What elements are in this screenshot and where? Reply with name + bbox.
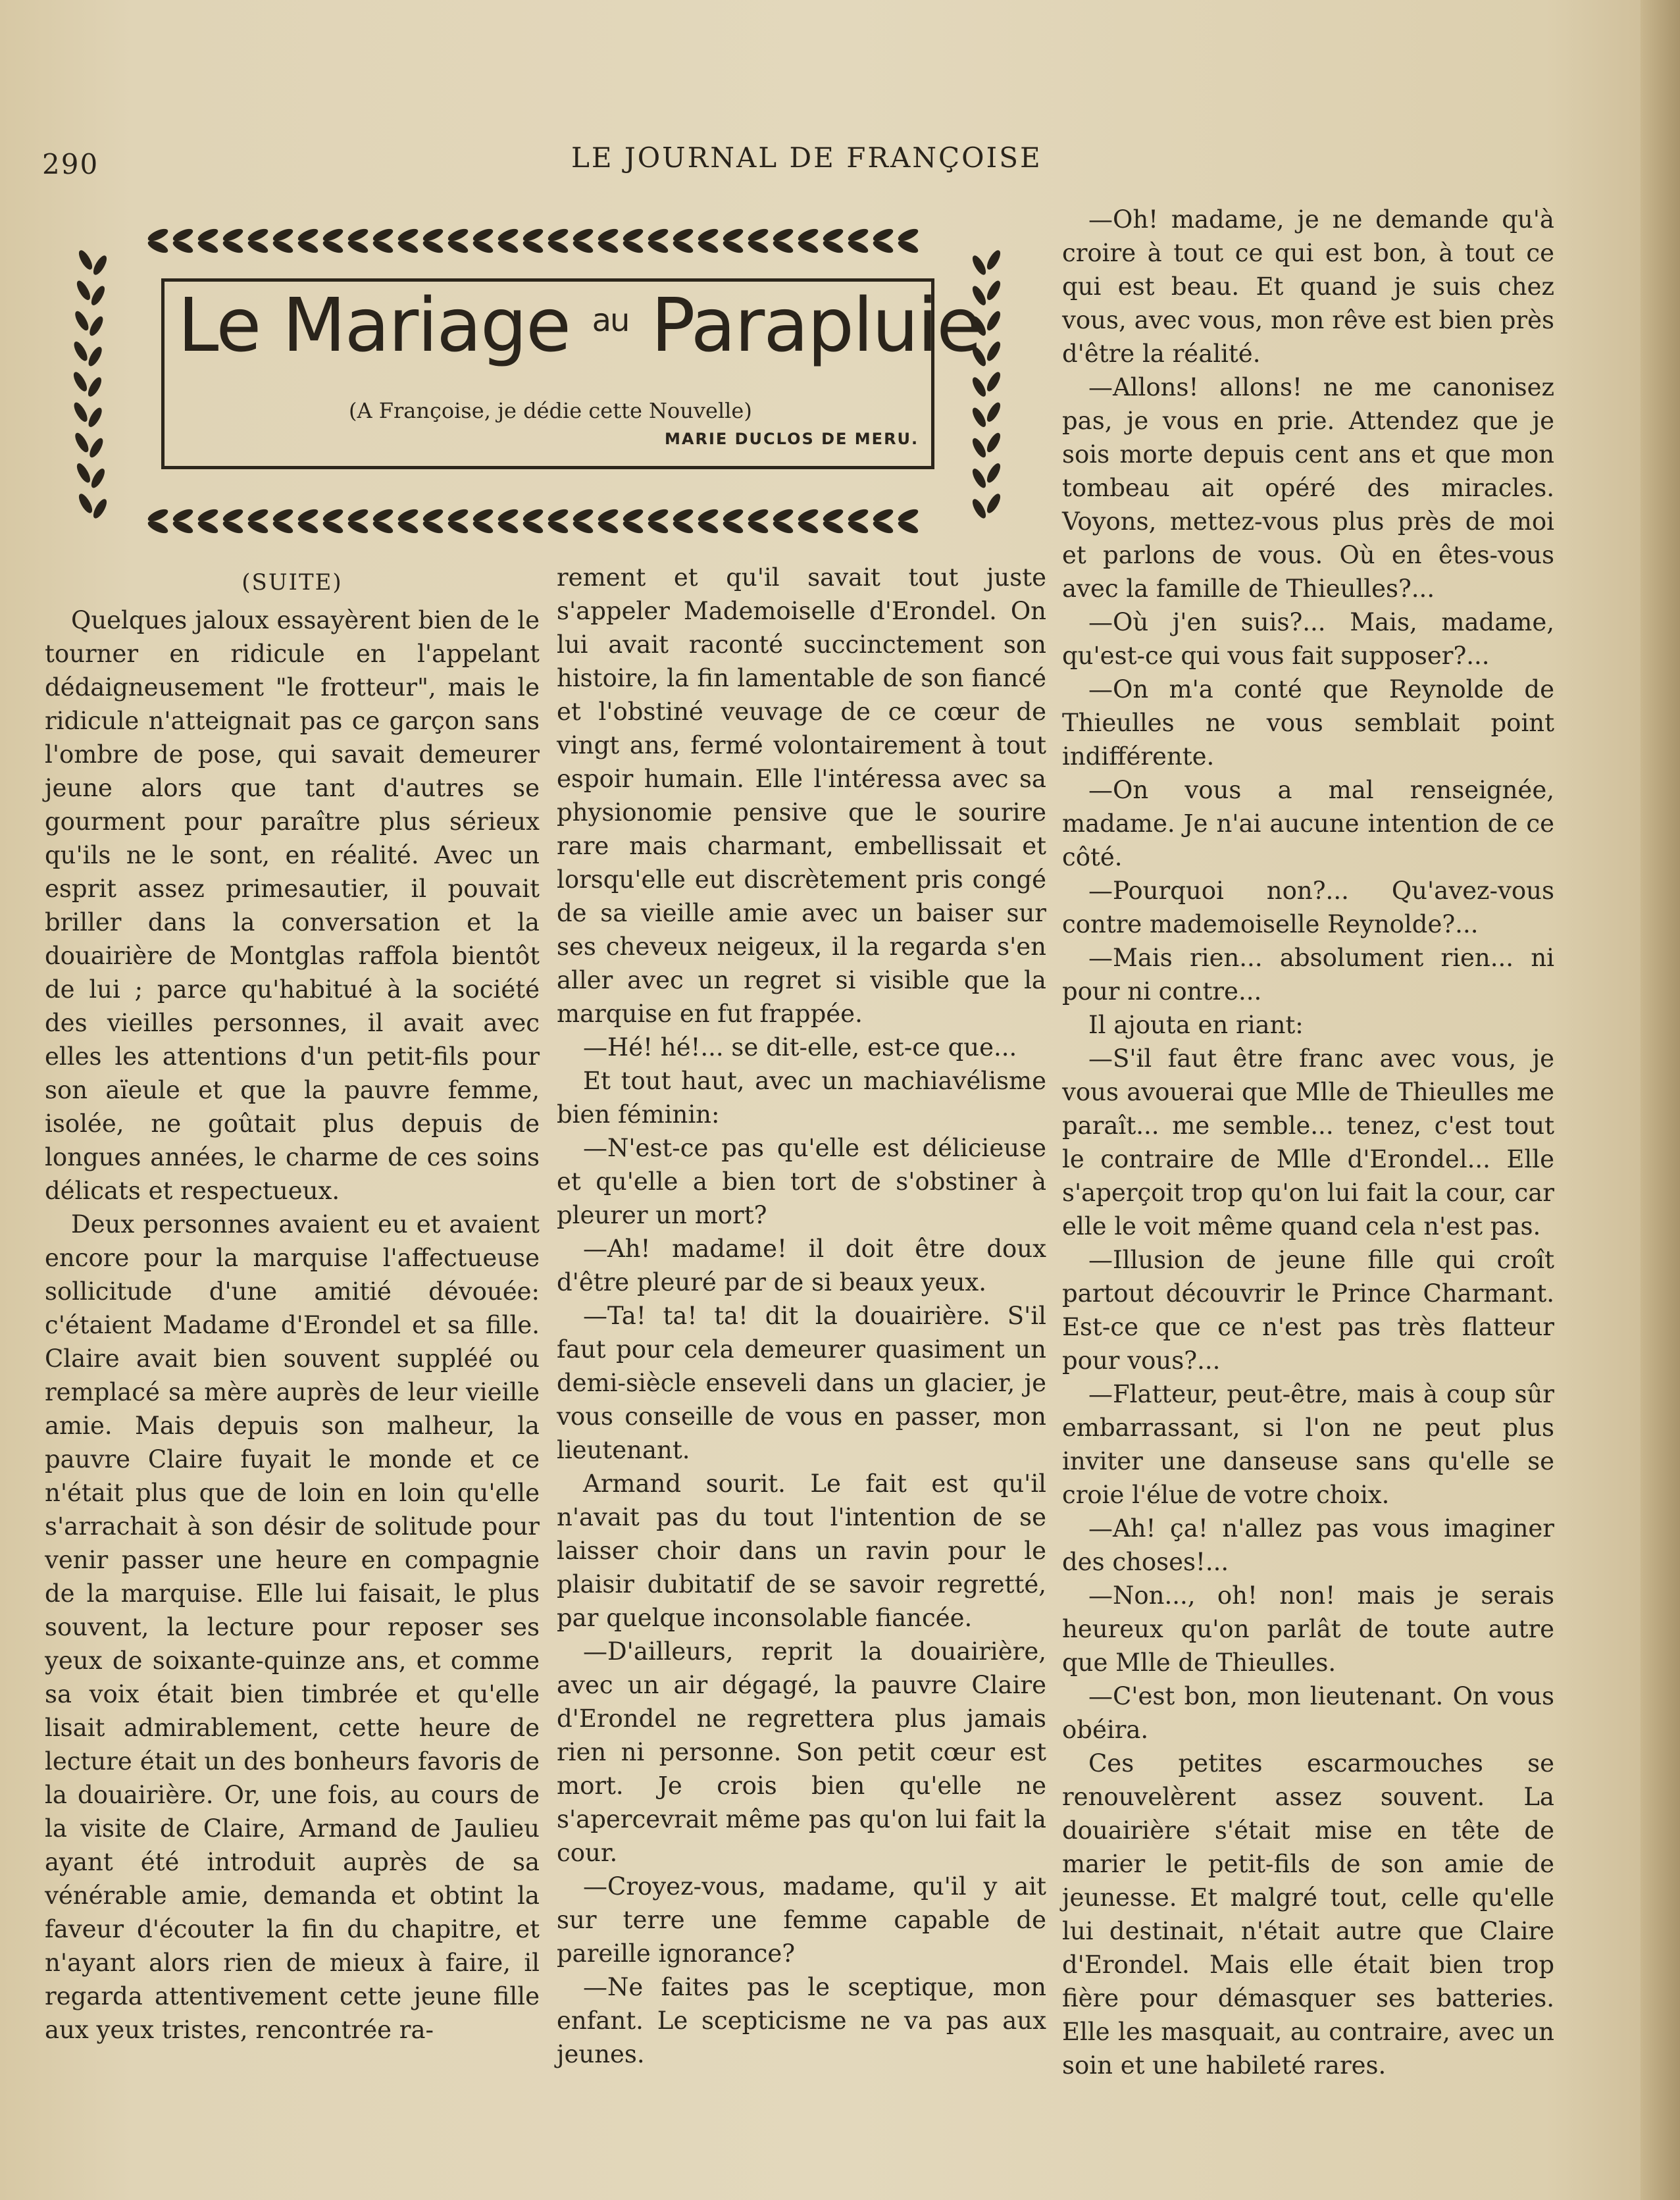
paragraph: —Hé! hé!... se dit-elle, est-ce que... xyxy=(583,1033,1017,1062)
laurel-leaf xyxy=(647,239,669,255)
laurel-leaf xyxy=(971,254,988,276)
laurel-leaf xyxy=(397,519,419,535)
laurel-leaf xyxy=(322,519,344,535)
laurel-leaf xyxy=(797,239,819,255)
laurel-leaf xyxy=(572,239,594,255)
laurel-leaf xyxy=(297,239,319,255)
paragraph: —Non..., oh! non! mais je serais heureux qu'on parlât de toute autre que Mlle de Thieulles. xyxy=(1062,1581,1554,1677)
laurel-leaf xyxy=(522,227,544,243)
laurel-leaf xyxy=(447,519,469,535)
paragraph: —Ta! ta! ta! dit la douairière. S'il faut pour cela demeurer quasiment un demi-siècle enseveli dans un glacier, je vous conseille de vous en passer, mon lieutenant. xyxy=(557,1302,1046,1464)
paragraph: —N'est-ce pas qu'elle est délicieuse et qu'elle a bien tort de s'obstiner à pleurer un mort? xyxy=(557,1134,1046,1229)
laurel-leaf xyxy=(985,401,1002,423)
laurel-leaf xyxy=(971,498,988,520)
laurel-leaf xyxy=(985,432,1002,454)
laurel-leaf xyxy=(147,239,169,255)
laurel-leaf xyxy=(597,227,619,243)
laurel-leaf xyxy=(772,519,794,535)
laurel-leaf xyxy=(522,507,544,523)
laurel-leaf xyxy=(472,507,494,523)
laurel-leaf xyxy=(797,507,819,523)
laurel-leaf xyxy=(77,492,94,515)
laurel-leaf xyxy=(447,239,469,255)
laurel-leaf xyxy=(322,227,344,243)
laurel-leaf xyxy=(647,227,669,243)
laurel-leaf xyxy=(347,239,369,255)
laurel-leaf xyxy=(872,239,894,255)
paragraph: —S'il faut être franc avec vous, je vous avouerai que Mlle de Thieulles me paraît... me semble... tenez, c'est tout le contraire de Mlle d'Erondel... Elle s'aperçoit trop qu'on lui fait la cour, car elle le voit même quand cela n'est pas. xyxy=(1062,1044,1554,1241)
laurel-leaf xyxy=(872,507,894,523)
laurel-leaf xyxy=(847,507,869,523)
laurel-leaf xyxy=(322,239,344,255)
laurel-leaf xyxy=(297,227,319,243)
laurel-leaf xyxy=(147,507,169,523)
laurel-leaf xyxy=(172,239,194,255)
laurel-leaf xyxy=(822,507,844,523)
laurel-leaf xyxy=(89,284,107,307)
laurel-leaf xyxy=(897,507,919,523)
laurel-leaf xyxy=(422,239,444,255)
laurel-leaf xyxy=(422,519,444,535)
laurel-leaf xyxy=(89,467,107,490)
laurel-leaf xyxy=(747,227,769,243)
laurel-leaf xyxy=(222,507,244,523)
paragraph: rement et qu'il savait tout juste s'appeler Mademoiselle d'Erondel. On lui avait raconté succinctement son histoire, la fin lamentable de son fiancé et l'obstiné veuvage de ce cœur de vingt ans, fermé volontairement à tout espoir humain. Elle l'intéressa avec sa physionomie pensive que le sourire rare mais charmant, embellissait et lorsqu'elle eut discrètement pris congé de sa vieille amie avec un baiser sur ses cheveux neigeux, il la regarda s'en aller avec un regret si visible que la marquise en fut frappée. xyxy=(557,563,1046,1028)
laurel-leaf xyxy=(472,227,494,243)
laurel-leaf xyxy=(247,519,269,535)
paragraph: Armand sourit. Le fait est qu'il n'avait pas du tout l'intention de se laisser choir dans un ravin pour le plaisir dubitatif de se savoir regretté, par quelque inconsolable fiancée. xyxy=(557,1470,1046,1632)
paragraph: —Pourquoi non?... Qu'avez-vous contre mademoiselle Reynolde?... xyxy=(1062,877,1554,938)
laurel-leaf xyxy=(272,227,294,243)
laurel-leaf xyxy=(847,239,869,255)
laurel-leaf xyxy=(985,371,1002,393)
laurel-leaf xyxy=(372,507,394,523)
laurel-leaf xyxy=(497,239,519,255)
laurel-leaf xyxy=(572,507,594,523)
laurel-leaf xyxy=(547,507,569,523)
laurel-leaf xyxy=(697,227,719,243)
laurel-leaf xyxy=(747,507,769,523)
page-number: 290 xyxy=(42,148,99,180)
laurel-leaf xyxy=(77,249,94,271)
laurel-leaf xyxy=(647,507,669,523)
paragraph: —Ah! madame! il doit être doux d'être pleuré par de si beaux yeux. xyxy=(557,1235,1046,1296)
laurel-leaf xyxy=(447,507,469,523)
laurel-leaf xyxy=(497,507,519,523)
paragraph: —Mais rien... absolument rien... ni pour ni contre... xyxy=(1062,944,1554,1006)
laurel-leaf xyxy=(347,507,369,523)
laurel-leaf xyxy=(147,227,169,243)
paragraph: —Ah! ça! n'allez pas vous imaginer des choses!... xyxy=(1062,1514,1554,1576)
laurel-leaf xyxy=(547,239,569,255)
laurel-leaf xyxy=(672,507,694,523)
laurel-leaf xyxy=(897,227,919,243)
laurel-leaf xyxy=(747,239,769,255)
story-title xyxy=(178,283,981,369)
laurel-leaf xyxy=(497,519,519,535)
laurel-leaf xyxy=(971,467,988,490)
title-au: au xyxy=(592,302,629,339)
laurel-leaf xyxy=(647,519,669,535)
laurel-leaf xyxy=(72,340,89,363)
laurel-leaf xyxy=(697,239,719,255)
title-part-2: Parapluie xyxy=(651,283,981,369)
laurel-leaf xyxy=(985,462,1002,484)
laurel-leaf xyxy=(772,239,794,255)
laurel-leaf xyxy=(722,519,744,535)
paragraph: —Illusion de jeune fille qui croît partout découvrir le Prince Charmant. Est-ce que ce n'est pas très flatteur pour vous?... xyxy=(1062,1246,1554,1375)
laurel-leaf xyxy=(622,507,644,523)
author: MARIE DUCLOS DE MERU. xyxy=(665,430,919,448)
laurel-leaf xyxy=(397,507,419,523)
laurel-leaf xyxy=(75,279,92,301)
laurel-leaf xyxy=(347,519,369,535)
laurel-leaf xyxy=(522,519,544,535)
laurel-leaf xyxy=(597,239,619,255)
laurel-leaf xyxy=(597,519,619,535)
laurel-leaf xyxy=(86,406,103,428)
laurel-leaf xyxy=(497,227,519,243)
laurel-leaf xyxy=(147,519,169,535)
laurel-leaf xyxy=(172,507,194,523)
laurel-leaf xyxy=(622,519,644,535)
laurel-leaf xyxy=(197,239,219,255)
dedication: (A Françoise, je dédie cette Nouvelle) xyxy=(349,398,752,423)
laurel-leaf xyxy=(872,519,894,535)
laurel-leaf xyxy=(247,227,269,243)
laurel-leaf xyxy=(572,519,594,535)
laurel-leaf xyxy=(697,519,719,535)
paragraph: —On m'a conté que Reynolde de Thieulles ne vous semblait point indifférente. xyxy=(1062,675,1554,771)
laurel-leaf xyxy=(522,239,544,255)
column-3 xyxy=(1062,203,1554,2082)
paragraph: —C'est bon, mon lieutenant. On vous obéira. xyxy=(1062,1682,1554,1744)
laurel-leaf xyxy=(247,239,269,255)
laurel-leaf xyxy=(985,492,1002,515)
laurel-leaf xyxy=(72,371,89,393)
laurel-leaf xyxy=(73,432,90,454)
laurel-leaf xyxy=(397,227,419,243)
laurel-leaf xyxy=(547,519,569,535)
laurel-leaf xyxy=(672,519,694,535)
laurel-leaf xyxy=(747,519,769,535)
laurel-leaf xyxy=(622,227,644,243)
paragraph: —Allons! allons! ne me canonisez pas, je vous en prie. Attendez que je sois morte depuis cent ans et que mon tombeau ait opéré des miracles. Voyons, mettez-vous plus près de moi et parlons de vous. Où en êtes-vous avec la famille de Thieulles?... xyxy=(1062,373,1554,603)
page-edge xyxy=(1641,0,1680,2200)
title-part-1: Le Mariage xyxy=(178,283,570,369)
laurel-leaf xyxy=(722,239,744,255)
paragraph: Deux personnes avaient eu et avaient encore pour la marquise l'affectueuse sollicitude d'une amitié dévouée: c'étaient Madame d'Erondel et sa fille. Claire avait bien souvent suppléé ou remplacé sa mère auprès de leur vieille amie. Mais depuis son malheur, la pauvre Claire fuyait le monde et ce n'était plus que de loin en loin qu'elle s'arrachait à son désir de solitude pour venir passer une heure en compagnie de la marquise. Elle lui faisait, le plus souvent, la lecture pour reposer ses yeux de soixante-quinze ans, et comme sa voix était bien timbrée et qu'elle lisait admirablement, cette heure de lecture était un des bonheurs favoris de la douairière. Or, une fois, au cours de la visite de Claire, Armand de Jaulieu ayant été introduit auprès de sa vénérable amie, demanda et obtint la faveur d'écouter la fin du chapitre, et n'ayant alors rien de mieux à faire, il regarda attentivement cette jeune fille aux yeux tristes, rencontrée ra- xyxy=(45,1210,540,2044)
laurel-leaf xyxy=(86,376,103,398)
laurel-leaf xyxy=(172,519,194,535)
laurel-leaf xyxy=(372,239,394,255)
laurel-leaf xyxy=(88,437,105,459)
laurel-leaf xyxy=(447,227,469,243)
suite-label: (SUITE) xyxy=(242,569,343,596)
column-1 xyxy=(45,566,540,2047)
laurel-leaf xyxy=(222,519,244,535)
laurel-leaf xyxy=(847,519,869,535)
laurel-leaf xyxy=(297,507,319,523)
laurel-leaf xyxy=(672,239,694,255)
laurel-leaf xyxy=(197,507,219,523)
laurel-leaf xyxy=(422,227,444,243)
laurel-leaf xyxy=(222,227,244,243)
laurel-leaf xyxy=(897,519,919,535)
paragraph: Ces petites escarmouches se renouvelèrent assez souvent. La douairière s'était mise en tête de marier le petit-fils de son amie de jeunesse. Et malgré tout, celle qu'elle lui destinait, n'était autre que Claire d'Erondel. Mais elle était bien trop fière pour démasquer ses batteries. Elle les masquait, au contraire, avec un soin et une habileté rares. xyxy=(1062,1749,1554,2080)
laurel-leaf xyxy=(172,227,194,243)
paragraph: —Croyez-vous, madame, qu'il y ait sur terre une femme capable de pareille ignorance? xyxy=(557,1872,1046,1968)
laurel-leaf xyxy=(422,507,444,523)
laurel-leaf xyxy=(572,227,594,243)
paragraph: —Flatteur, peut-être, mais à coup sûr embarrassant, si l'on ne peut plus inviter une danseuse sans qu'elle se croie l'élue de votre choix. xyxy=(1062,1380,1554,1509)
laurel-leaf xyxy=(86,345,103,368)
laurel-leaf xyxy=(971,406,988,428)
laurel-leaf xyxy=(622,239,644,255)
laurel-leaf xyxy=(272,519,294,535)
laurel-leaf xyxy=(547,227,569,243)
laurel-leaf xyxy=(88,315,105,338)
laurel-leaf xyxy=(971,376,988,398)
laurel-leaf xyxy=(272,239,294,255)
column-2 xyxy=(557,561,1046,2071)
laurel-leaf xyxy=(72,401,89,423)
laurel-leaf xyxy=(397,239,419,255)
laurel-leaf xyxy=(822,227,844,243)
journal-title: LE JOURNAL DE FRANÇOISE xyxy=(571,141,1042,174)
paragraph: —D'ailleurs, reprit la douairière, avec un air dégagé, la pauvre Claire d'Erondel ne regrettera plus jamais rien ni personne. Son petit cœur est mort. Je crois bien qu'elle ne s'apercevrait même pas qu'on lui fait la cour. xyxy=(557,1637,1046,1867)
paragraph: —Oh! madame, je ne demande qu'à croire à tout ce qui est bon, à tout ce qui est beau. Et quand je suis chez vous, avec vous, mon rêve est bien près d'être la réalité. xyxy=(1062,205,1554,368)
paragraph: —On vous a mal renseignée, madame. Je n'ai aucune intention de ce côté. xyxy=(1062,776,1554,871)
laurel-leaf xyxy=(985,279,1002,301)
page-header xyxy=(42,135,1615,181)
laurel-leaf xyxy=(722,227,744,243)
paragraph: Quelques jaloux essayèrent bien de le tourner en ridicule en l'appelant dédaigneusement "le frotteur", mais le ridicule n'atteignait pas ce garçon sans l'ombre de pose, qui savait demeurer jeune alors que tant d'autres se gourment pour paraître plus sérieux qu'ils ne le sont, en réalité. Avec un esprit assez primesautier, il pouvait briller dans la conversation et la douairière de Montglas raffola bientôt de lui ; parce qu'habitué à la société des vieilles personnes, il avait avec elles les attentions d'un petit-fils pour son aïeule et que la pauvre femme, isolée, ne goûtait plus depuis de longues années, le charme de ces soins délicats et respectueux. xyxy=(45,606,540,1205)
title-frame xyxy=(59,201,1020,556)
laurel-leaf xyxy=(772,507,794,523)
laurel-leaf xyxy=(985,310,1002,332)
laurel-leaf xyxy=(971,437,988,459)
laurel-leaf xyxy=(222,239,244,255)
laurel-leaf xyxy=(672,227,694,243)
laurel-leaf xyxy=(197,519,219,535)
laurel-leaf xyxy=(822,519,844,535)
laurel-leaf xyxy=(472,519,494,535)
laurel-leaf xyxy=(722,507,744,523)
paragraph: —Ne faites pas le sceptique, mon enfant. Le scepticisme ne va pas aux jeunes. xyxy=(557,1973,1046,2068)
laurel-leaf xyxy=(985,249,1002,271)
paragraph: Et tout haut, avec un machiavélisme bien féminin: xyxy=(557,1067,1046,1129)
paragraph: Il ajouta en riant: xyxy=(1088,1011,1304,1039)
laurel-leaf xyxy=(897,239,919,255)
laurel-leaf xyxy=(322,507,344,523)
laurel-leaf xyxy=(847,227,869,243)
laurel-leaf xyxy=(822,239,844,255)
laurel-leaf xyxy=(472,239,494,255)
laurel-leaf xyxy=(91,498,109,520)
laurel-leaf xyxy=(772,227,794,243)
paragraph: —Où j'en suis?... Mais, madame, qu'est-ce qui vous fait supposer?... xyxy=(1062,608,1554,670)
laurel-leaf xyxy=(797,227,819,243)
laurel-leaf xyxy=(985,340,1002,363)
laurel-leaf xyxy=(297,519,319,535)
laurel-leaf xyxy=(697,507,719,523)
laurel-leaf xyxy=(75,462,92,484)
laurel-leaf xyxy=(272,507,294,523)
laurel-leaf xyxy=(247,507,269,523)
laurel-leaf xyxy=(597,507,619,523)
laurel-leaf xyxy=(91,254,109,276)
laurel-leaf xyxy=(372,227,394,243)
laurel-leaf xyxy=(347,227,369,243)
laurel-leaf xyxy=(797,519,819,535)
laurel-leaf xyxy=(372,519,394,535)
laurel-leaf xyxy=(872,227,894,243)
laurel-leaf xyxy=(73,310,90,332)
laurel-leaf xyxy=(197,227,219,243)
